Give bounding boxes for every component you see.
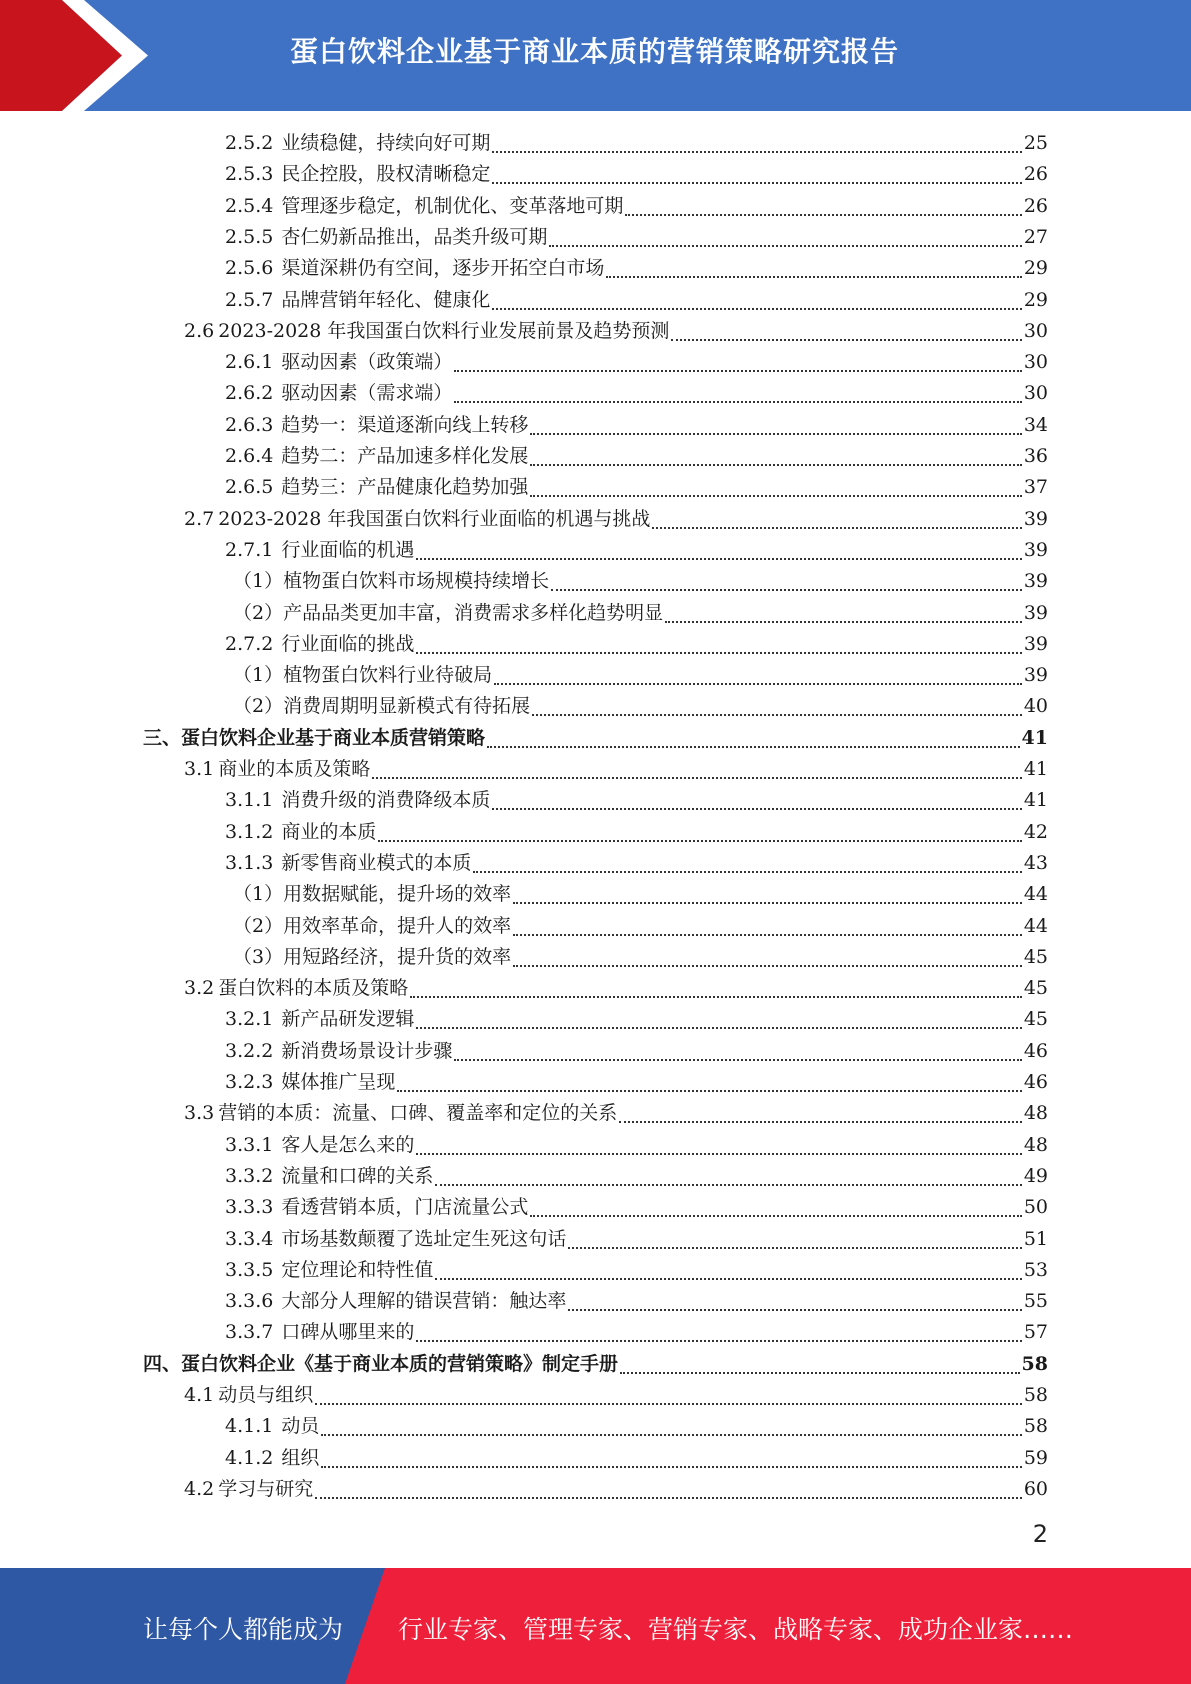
toc-entry-title: （1）植物蛋白饮料市场规模持续增长 <box>233 570 550 593</box>
toc-entry[interactable] <box>184 973 1048 1004</box>
toc-dot-leader <box>549 244 1021 247</box>
header-arrow-graphic <box>0 0 160 111</box>
toc-entry-number: 2.6 <box>184 319 215 342</box>
toc-entry-title: 学习与研究 <box>218 1477 314 1500</box>
toc-entry[interactable] <box>225 1443 1048 1474</box>
toc-entry[interactable] <box>225 472 1048 503</box>
toc-entry-number: 3.2.1 <box>225 1008 274 1031</box>
toc-entry-number: 3.1.1 <box>225 789 274 812</box>
footer-slogan-left: 让每个人都能成为 <box>143 1615 344 1644</box>
toc-entry[interactable] <box>233 566 1048 597</box>
toc-dot-leader <box>513 964 1022 967</box>
toc-entry-title: 2023-2028 年我国蛋白饮料行业发展前景及趋势预测 <box>218 319 670 342</box>
toc-entry-page: 39 <box>1023 664 1048 687</box>
toc-entry-page: 59 <box>1023 1446 1048 1469</box>
toc-entry-page: 42 <box>1023 820 1048 843</box>
toc-entry-number: 3.3.6 <box>225 1290 274 1313</box>
toc-entry[interactable] <box>225 1224 1048 1255</box>
toc-entry-title: （2）用效率革命，提升人的效率 <box>233 914 512 937</box>
toc-entry-page: 39 <box>1023 601 1048 624</box>
toc-entry-page: 45 <box>1023 945 1048 968</box>
toc-dot-leader <box>665 620 1022 623</box>
toc-dot-leader <box>530 1214 1021 1217</box>
toc-entry-title: 商业的本质 <box>281 820 377 843</box>
toc-entry[interactable] <box>184 504 1048 535</box>
toc-entry-number: 四、 <box>143 1352 182 1375</box>
page-number: 2 <box>1032 1520 1048 1548</box>
toc-entry[interactable] <box>184 1380 1048 1411</box>
toc-entry-title: 蛋白饮料企业《基于商业本质的营销策略》制定手册 <box>181 1352 619 1375</box>
toc-entry-number: 3.2 <box>184 977 215 1000</box>
toc-entry[interactable] <box>143 1349 1048 1380</box>
toc-entry-number: 3.3.7 <box>225 1321 274 1344</box>
toc-entry[interactable] <box>225 1286 1048 1317</box>
toc-dot-leader <box>494 682 1022 685</box>
toc-entry-title: （2）产品品类更加丰富，消费需求多样化趋势明显 <box>233 601 664 624</box>
toc-dot-leader <box>513 933 1022 936</box>
toc-entry-number: 2.5.5 <box>225 225 274 248</box>
toc-entry-title: 2023-2028 年我国蛋白饮料行业面临的机遇与挑战 <box>218 507 651 530</box>
toc-entry[interactable] <box>225 1255 1048 1286</box>
toc-entry-number: 2.6.5 <box>225 476 274 499</box>
toc-entry-title: 新零售商业模式的本质 <box>281 851 472 874</box>
report-title: 蛋白饮料企业基于商业本质的营销策略研究报告 <box>290 35 900 68</box>
toc-entry-title: 消费升级的消费降级本质 <box>281 789 491 812</box>
toc-dot-leader <box>321 1433 1021 1436</box>
toc-dot-leader <box>454 369 1021 372</box>
toc-entry-page: 39 <box>1023 538 1048 561</box>
toc-entry-number: 三、 <box>143 726 182 749</box>
toc-entry-number: 3.1 <box>184 758 215 780</box>
toc-entry-number: 4.2 <box>184 1477 215 1500</box>
page-footer <box>0 1568 1191 1684</box>
toc-entry-page: 29 <box>1023 257 1048 280</box>
toc-entry[interactable] <box>233 942 1048 973</box>
toc-entry[interactable] <box>225 1192 1048 1223</box>
toc-entry-page: 26 <box>1023 194 1048 217</box>
toc-entry-title: 趋势一：渠道逐渐向线上转移 <box>281 413 529 436</box>
toc-dot-leader <box>372 776 1022 779</box>
toc-entry-page: 44 <box>1023 883 1048 906</box>
toc-entry-page: 58 <box>1023 1415 1048 1438</box>
toc-entry-title: （2）消费周期明显新模式有待拓展 <box>233 695 531 718</box>
toc-entry-number: 2.6.3 <box>225 413 274 436</box>
toc-entry[interactable] <box>233 660 1048 691</box>
toc-entry-number: 4.1.2 <box>225 1446 274 1469</box>
toc-entry-page: 30 <box>1023 319 1048 342</box>
toc-entry[interactable] <box>225 1004 1048 1035</box>
toc-entry-number: 3.1.3 <box>225 851 274 874</box>
toc-entry-page: 37 <box>1023 476 1048 499</box>
toc-entry[interactable] <box>184 1474 1048 1505</box>
toc-entry[interactable] <box>225 378 1048 409</box>
toc-dot-leader <box>530 432 1021 435</box>
toc-dot-leader <box>454 400 1021 403</box>
toc-entry-page: 30 <box>1023 382 1048 405</box>
toc-entry[interactable] <box>225 1130 1048 1161</box>
toc-entry-title: 行业面临的机遇 <box>281 538 415 561</box>
toc-entry-title: 媒体推广呈现 <box>281 1071 396 1093</box>
toc-entry-number: 4.1.1 <box>225 1415 274 1438</box>
toc-entry[interactable] <box>225 347 1048 378</box>
toc-entry-page: 26 <box>1023 163 1048 186</box>
toc-entry-title: （3）用短路经济，提升货的效率 <box>233 945 512 968</box>
toc-entry-title: 商业的本质及策略 <box>218 758 371 780</box>
toc-entry-title: 杏仁奶新品推出，品类升级可期 <box>281 225 548 248</box>
toc-entry-title: 行业面临的挑战 <box>281 632 415 655</box>
toc-dot-leader <box>492 307 1021 310</box>
toc-entry-title: 市场基数颠覆了选址定生死这句话 <box>281 1227 567 1250</box>
toc-entry-title: 新产品研发逻辑 <box>281 1008 415 1031</box>
toc-dot-leader <box>625 213 1021 216</box>
toc-entry[interactable] <box>233 598 1048 629</box>
toc-entry-title: 客人是怎么来的 <box>281 1133 415 1156</box>
toc-entry-number: 3.3 <box>184 1102 215 1125</box>
toc-entry-number: 2.7.2 <box>225 632 274 655</box>
toc-entry[interactable] <box>225 535 1048 566</box>
toc-entry-title: 渠道深耕仍有空间，逐步开拓空白市场 <box>281 257 605 280</box>
toc-entry[interactable] <box>225 128 1048 159</box>
toc-entry-title: 业绩稳健，持续向好可期 <box>281 132 491 154</box>
toc-entry[interactable] <box>225 441 1048 472</box>
toc-entry[interactable] <box>225 848 1048 879</box>
toc-dot-leader <box>652 526 1021 529</box>
toc-entry-title: 动员与组织 <box>218 1384 314 1406</box>
toc-entry-page: 34 <box>1023 413 1048 436</box>
toc-entry-page: 48 <box>1023 1102 1048 1125</box>
toc-entry-page: 36 <box>1023 445 1048 467</box>
toc-dot-leader <box>530 463 1021 466</box>
toc-dot-leader <box>435 1183 1021 1186</box>
toc-entry[interactable] <box>225 285 1048 316</box>
toc-entry-page: 39 <box>1023 570 1048 593</box>
toc-dot-leader <box>397 1089 1021 1092</box>
toc-entry[interactable] <box>225 1411 1048 1442</box>
toc-entry-number: 2.5.4 <box>225 194 274 217</box>
toc-entry[interactable] <box>225 222 1048 253</box>
toc-entry[interactable] <box>225 253 1048 284</box>
toc-entry[interactable] <box>233 691 1048 722</box>
toc-dot-leader <box>416 557 1021 560</box>
toc-entry-title: 流量和口碑的关系 <box>281 1164 434 1187</box>
toc-entry-page: 58 <box>1023 1384 1048 1406</box>
toc-entry-number: 2.6.1 <box>225 351 274 374</box>
toc-entry-page: 45 <box>1023 977 1048 1000</box>
toc-entry[interactable] <box>225 410 1048 441</box>
toc-dot-leader <box>530 494 1021 497</box>
toc-entry-title: 趋势三：产品健康化趋势加强 <box>281 476 529 499</box>
toc-dot-leader <box>551 588 1022 591</box>
toc-entry-page: 49 <box>1023 1164 1048 1187</box>
toc-entry-title: 趋势二：产品加速多样化发展 <box>281 445 529 467</box>
toc-entry-page: 30 <box>1023 351 1048 374</box>
toc-entry-number: 3.3.3 <box>225 1196 274 1219</box>
toc-dot-leader <box>321 1465 1021 1468</box>
toc-entry-title: 管理逐步稳定，机制优化、变革落地可期 <box>281 194 624 217</box>
toc-entry-number: 3.1.2 <box>225 820 274 843</box>
toc-dot-leader <box>492 150 1021 153</box>
toc-entry-number: 2.7.1 <box>225 538 274 561</box>
toc-entry-page: 45 <box>1023 1008 1048 1031</box>
toc-entry-title: （1）用数据赋能，提升场的效率 <box>233 883 512 906</box>
toc-entry-page: 27 <box>1023 225 1048 248</box>
toc-entry-page: 39 <box>1023 507 1048 530</box>
toc-entry-page: 58 <box>1021 1352 1048 1375</box>
toc-entry-number: 3.3.2 <box>225 1164 274 1187</box>
toc-entry-page: 29 <box>1023 288 1048 311</box>
toc-entry-page: 60 <box>1023 1477 1048 1500</box>
toc-entry-number: 2.5.3 <box>225 163 274 186</box>
toc-entry[interactable] <box>225 191 1048 222</box>
toc-entry-title: 大部分人理解的错误营销：触达率 <box>281 1290 567 1313</box>
toc-entry[interactable] <box>225 1161 1048 1192</box>
toc-entry-title: 新消费场景设计步骤 <box>281 1039 453 1062</box>
toc-entry-page: 53 <box>1023 1258 1048 1281</box>
toc-entry-page: 43 <box>1023 851 1048 874</box>
toc-dot-leader <box>532 713 1022 716</box>
toc-entry-number: 3.3.1 <box>225 1133 274 1156</box>
toc-entry-title: 驱动因素（政策端） <box>281 351 453 374</box>
toc-entry-title: 品牌营销年轻化、健康化 <box>281 288 491 311</box>
toc-entry-title: 蛋白饮料的本质及策略 <box>218 977 409 1000</box>
toc-entry[interactable] <box>225 159 1048 190</box>
toc-entry[interactable] <box>225 1067 1048 1098</box>
toc-entry-number: 2.7 <box>184 507 215 530</box>
toc-dot-leader <box>416 651 1021 654</box>
toc-entry[interactable] <box>143 723 1048 754</box>
toc-entry-page: 41 <box>1021 726 1048 749</box>
toc-entry-number: 2.6.2 <box>225 382 274 405</box>
toc-dot-leader <box>492 181 1021 184</box>
toc-entry-number: 2.5.7 <box>225 288 274 311</box>
toc-dot-leader <box>671 338 1021 341</box>
toc-entry-title: 动员 <box>281 1415 320 1438</box>
toc-dot-leader <box>416 1026 1021 1029</box>
toc-entry-title: 定位理论和特性值 <box>281 1258 434 1281</box>
toc-entry-title: （1）植物蛋白饮料行业待破局 <box>233 664 493 687</box>
toc-dot-leader <box>416 1152 1021 1155</box>
toc-dot-leader <box>619 1120 1022 1123</box>
toc-entry-page: 51 <box>1023 1227 1048 1250</box>
toc-entry-number: 3.3.4 <box>225 1227 274 1250</box>
toc-entry-number: 3.3.5 <box>225 1258 274 1281</box>
toc-entry-page: 50 <box>1023 1196 1048 1219</box>
toc-entry-page: 25 <box>1023 132 1048 154</box>
toc-entry-title: 蛋白饮料企业基于商业本质营销策略 <box>181 726 486 749</box>
toc-dot-leader <box>315 1496 1022 1499</box>
toc-entry-number: 2.5.2 <box>225 132 274 154</box>
toc-dot-leader <box>513 901 1022 904</box>
toc-entry[interactable] <box>184 1098 1048 1129</box>
toc-entry-title: 组织 <box>281 1446 320 1469</box>
toc-dot-leader <box>435 1277 1021 1280</box>
toc-entry[interactable] <box>184 754 1048 785</box>
toc-entry-page: 57 <box>1023 1321 1048 1344</box>
toc-dot-leader <box>473 870 1021 873</box>
toc-entry-title: 驱动因素（需求端） <box>281 382 453 405</box>
toc-entry-title: 看透营销本质，门店流量公式 <box>281 1196 529 1219</box>
toc-entry-page: 40 <box>1023 695 1048 718</box>
toc-entry[interactable] <box>225 785 1048 816</box>
toc-dot-leader <box>315 1402 1022 1405</box>
toc-entry-title: 营销的本质：流量、口碑、覆盖率和定位的关系 <box>218 1102 618 1125</box>
toc-entry-title: 口碑从哪里来的 <box>281 1321 415 1344</box>
toc-dot-leader <box>487 745 1020 748</box>
toc-entry-page: 46 <box>1023 1071 1048 1093</box>
toc-entry-page: 44 <box>1023 914 1048 937</box>
toc-entry[interactable] <box>233 879 1048 910</box>
toc-entry-page: 55 <box>1023 1290 1048 1313</box>
toc-entry-number: 2.5.6 <box>225 257 274 280</box>
toc-dot-leader <box>410 995 1022 998</box>
toc-dot-leader <box>606 275 1021 278</box>
toc-entry-page: 41 <box>1023 758 1048 780</box>
toc-entry[interactable] <box>225 1036 1048 1067</box>
toc-entry-page: 48 <box>1023 1133 1048 1156</box>
toc-entry[interactable] <box>225 1317 1048 1348</box>
toc-dot-leader <box>620 1371 1020 1374</box>
toc-entry-number: 3.2.2 <box>225 1039 274 1062</box>
toc-dot-leader <box>492 807 1021 810</box>
toc-entry-page: 41 <box>1023 789 1048 812</box>
toc-entry-page: 46 <box>1023 1039 1048 1062</box>
toc-dot-leader <box>568 1246 1021 1249</box>
toc-dot-leader <box>378 839 1021 842</box>
toc-entry-title: 民企控股，股权清晰稳定 <box>281 163 491 186</box>
footer-slogan-right: 行业专家、管理专家、营销专家、战略专家、成功企业家…… <box>398 1615 1074 1644</box>
toc-entry-number: 3.2.3 <box>225 1071 274 1093</box>
toc-entry[interactable] <box>233 911 1048 942</box>
toc-entry[interactable] <box>225 629 1048 660</box>
toc-entry-number: 2.6.4 <box>225 445 274 467</box>
toc-entry-page: 39 <box>1023 632 1048 655</box>
toc-entry-number: 4.1 <box>184 1384 215 1406</box>
toc-dot-leader <box>568 1308 1021 1311</box>
toc-entry[interactable] <box>184 316 1048 347</box>
page-header <box>0 0 1191 111</box>
toc-dot-leader <box>416 1339 1021 1342</box>
toc-dot-leader <box>454 1058 1021 1061</box>
toc-entry[interactable] <box>225 817 1048 848</box>
